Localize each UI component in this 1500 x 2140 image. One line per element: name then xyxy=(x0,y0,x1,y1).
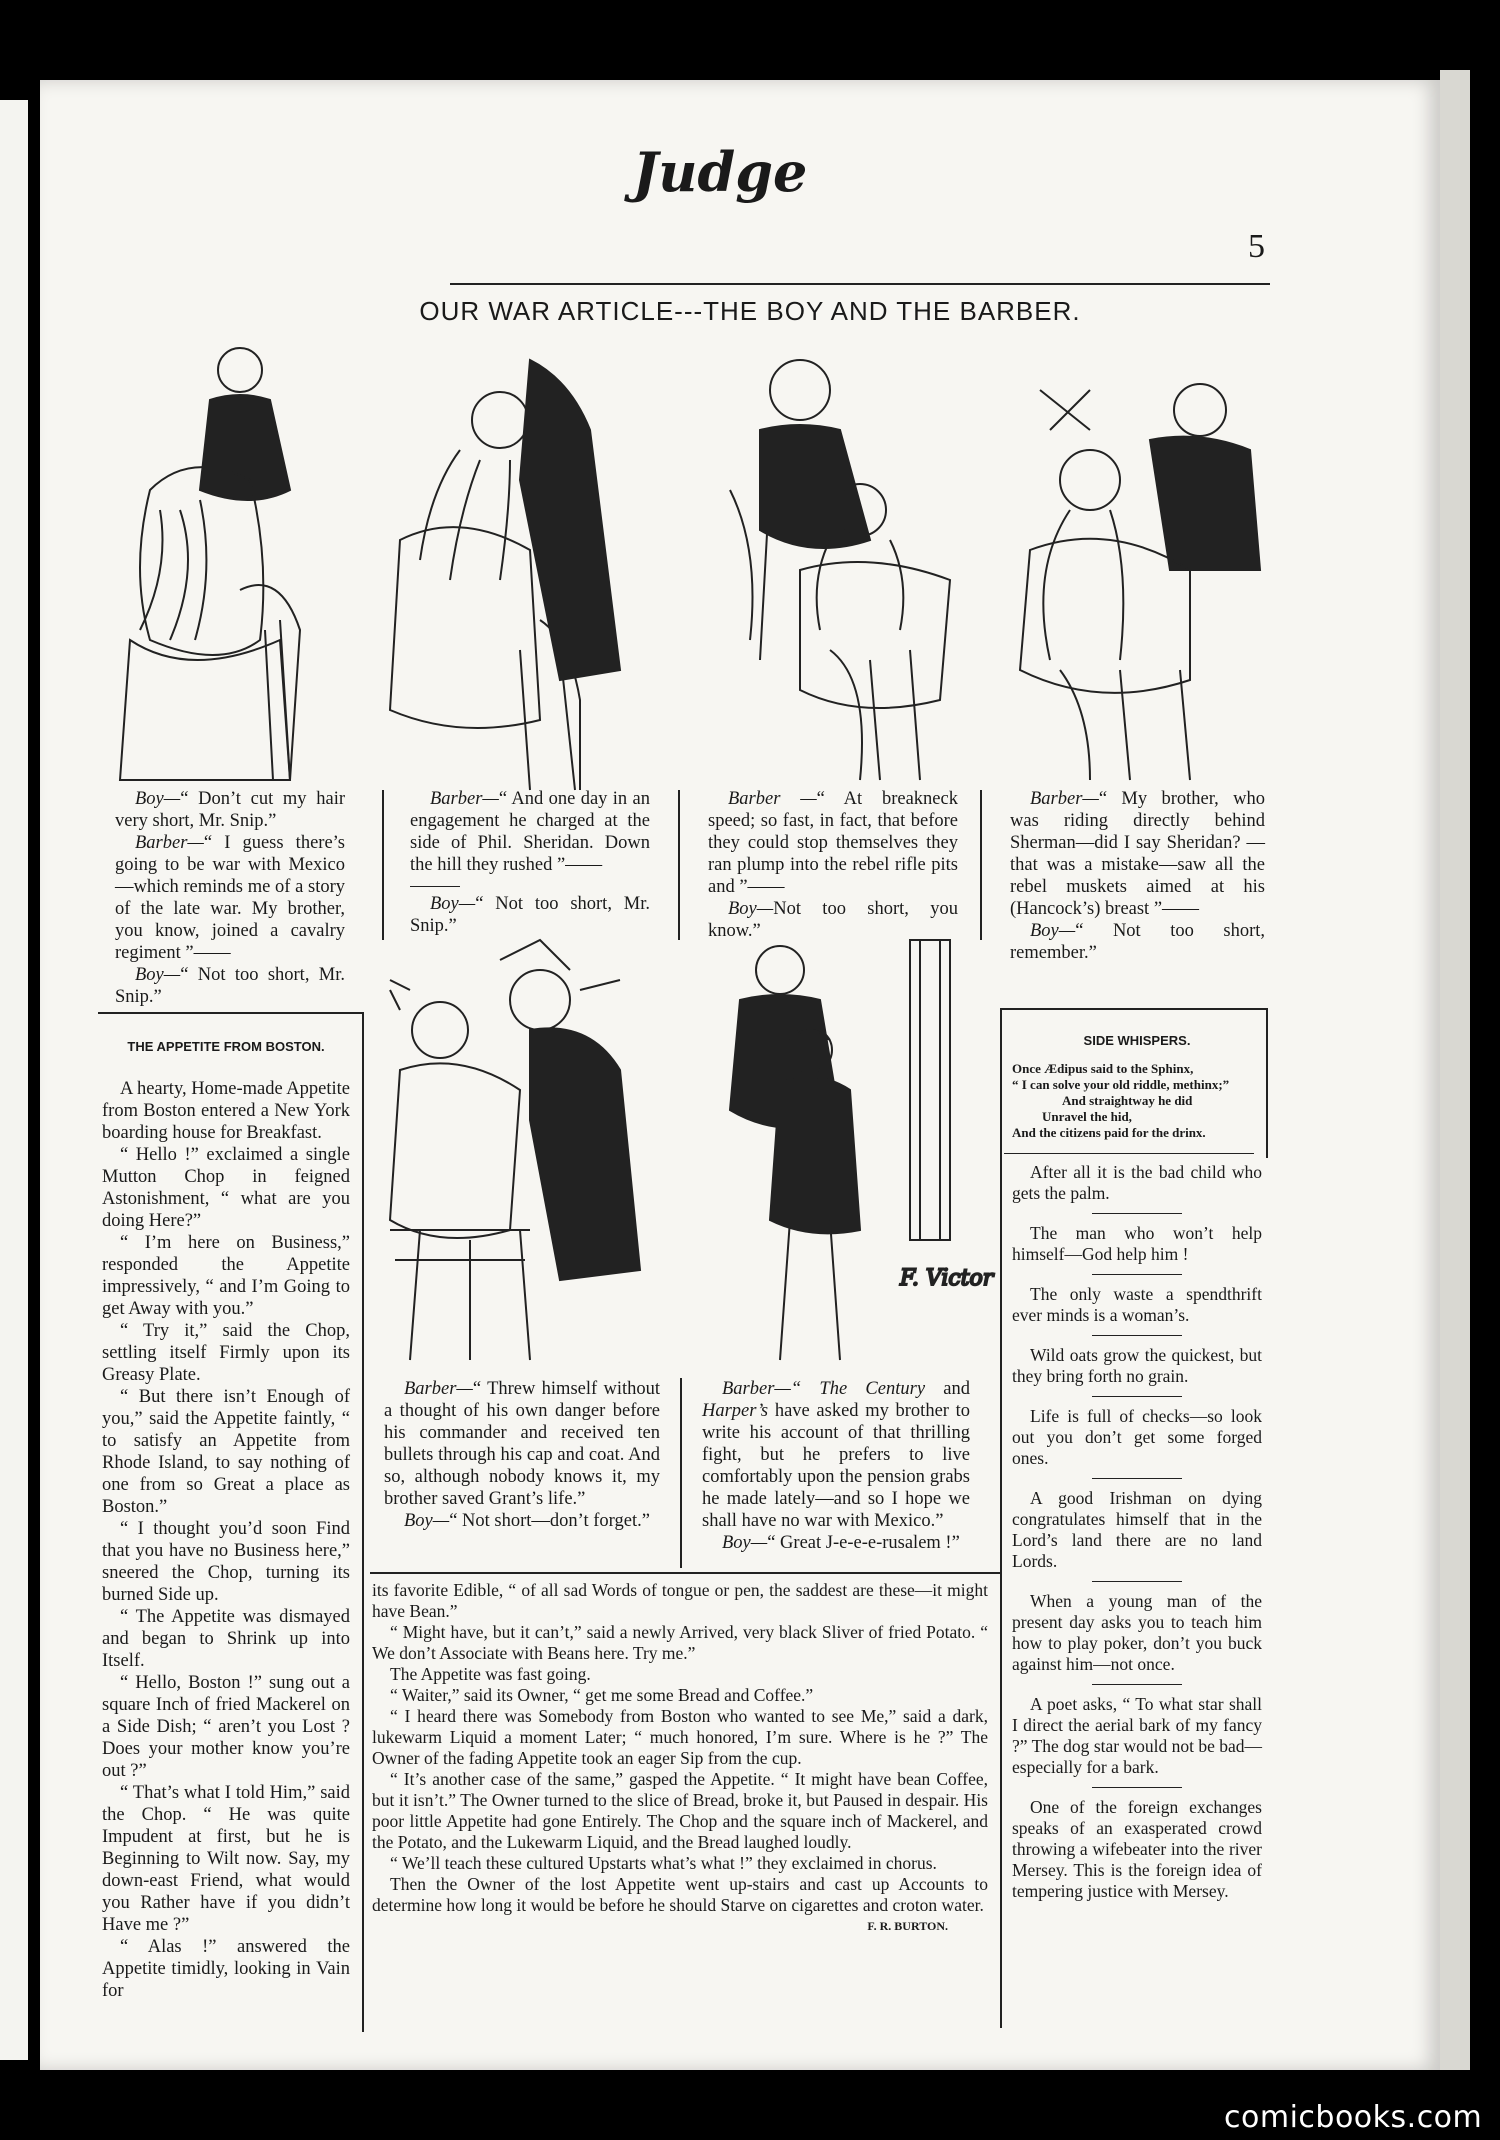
caption-text: “ At breakneck speed; so fast, in fact, that before they could stop themselves they ran plump into the rebel rifle pits and ”—— xyxy=(708,789,958,897)
appetite-paragraph: “ We’ll teach these cultured Upstarts what’s what !” they exclaimed in chorus. xyxy=(390,1853,937,1873)
right-page-edge xyxy=(1440,70,1470,2070)
caption-speaker: Barber— xyxy=(135,833,204,853)
whisper-item: When a young man of the present day asks you to teach him how to play poker, don’t you buck against him—not once. xyxy=(1012,1591,1262,1674)
whisper-item: Life is full of checks—so look out you don’t get some forged ones. xyxy=(1012,1406,1262,1468)
panel-4-caption xyxy=(1010,788,1265,964)
poem-line: “ I can solve your old riddle, methinx;” xyxy=(1012,1077,1230,1092)
caption-text: “ Not too short, Mr. Snip.” xyxy=(410,894,650,936)
cartoon-panel-3 xyxy=(710,350,960,790)
left-page-edge xyxy=(0,100,28,2060)
appetite-paragraph: “ That’s what I told Him,” said the Chop. “ He was quite Impudent at first, but he is Beginning to Wilt now. Say, my down-east Friend, what would you Rather have if you didn’t Have me ?” xyxy=(102,1783,350,1935)
header-rule xyxy=(450,283,1270,285)
item-separator xyxy=(1092,1581,1182,1582)
caption-speaker: Boy— xyxy=(404,1511,450,1531)
caption-title-italic: Harper’s xyxy=(702,1401,769,1421)
item-separator xyxy=(1092,1787,1182,1788)
artist-signature: F. Victor xyxy=(900,1266,994,1291)
panel-6-caption xyxy=(702,1378,970,1554)
cartoon-panel-6 xyxy=(690,940,994,1370)
appetite-paragraph: “ Waiter,” said its Owner, “ get me some Bread and Coffee.” xyxy=(390,1685,814,1705)
caption-text: “ And one day in an engagement he charged at the side of Phil. Sheridan. Down the hill they rushed ”—— xyxy=(410,789,650,875)
item-separator xyxy=(1092,1335,1182,1336)
caption-text: “ Threw himself without a thought of his own danger before his commander and received ten bullets through his cap and coat. And so, although nobody knows it, my brother saved Grant’s life.” xyxy=(384,1379,660,1509)
caption-text: “ My brother, who was riding directly behind Sherman—did I say Sheridan? —that was a mistake—saw all the rebel muskets aimed at his (Hancock’s) breast ”—— xyxy=(1010,789,1265,919)
article-headline: OUR WAR ARTICLE---THE BOY AND THE BARBER. xyxy=(419,296,1081,326)
appetite-paragraph: The Appetite was fast going. xyxy=(390,1664,591,1684)
caption-speaker: Barber— xyxy=(722,1379,791,1399)
caption-speaker: Boy— xyxy=(135,965,181,985)
appetite-paragraph: “ Hello !” exclaimed a single Mutton Chop in feigned Astonishment, “ what are you doing Here?” xyxy=(102,1145,350,1231)
appetite-paragraph: “ I heard there was Somebody from Boston who wanted to see Me,” said a dark, lukewarm Liquid a moment Later; “ much honored, I’m sure. Where is he ?” The Owner of the fading Appetite took an eager Sip from the cup. xyxy=(372,1706,988,1768)
appetite-paragraph: Then the Owner of the lost Appetite went up-stairs and cast up Accounts to determine how long it would be before he should Starve on cigarettes and croton water. xyxy=(372,1874,988,1915)
whisper-item: A poet asks, “ To what star shall I direct the aerial bark of my fancy ?” The dog star would not be bad—especially for a bark. xyxy=(1012,1694,1262,1777)
caption-speaker: Boy— xyxy=(430,894,476,914)
item-separator xyxy=(1092,1478,1182,1479)
whisper-item: The man who won’t help himself—God help him ! xyxy=(1012,1223,1262,1264)
whisper-item: The only waste a spendthrift ever minds is a woman’s. xyxy=(1012,1284,1262,1325)
column-divider xyxy=(678,790,680,940)
poem-line: And straightway he did xyxy=(1062,1093,1193,1108)
barber-with-scissors-illustration xyxy=(1000,370,1260,790)
cartoon-panel-2 xyxy=(370,350,640,790)
box-top-rule xyxy=(1002,1008,1267,1010)
caption-speaker: Barber — xyxy=(728,789,817,809)
panel-5-caption xyxy=(384,1378,660,1532)
appetite-paragraph: “ Alas !” answered the Appetite timidly, looking in Vain for xyxy=(102,1937,350,2001)
site-watermark: comicbooks.com xyxy=(1224,2100,1483,2135)
caption-speaker: Barber— xyxy=(404,1379,473,1399)
item-separator xyxy=(1092,1684,1182,1685)
box-top-rule xyxy=(98,1012,363,1014)
poem-line: Once Ædipus said to the Sphinx, xyxy=(1012,1061,1194,1076)
box-side-rule xyxy=(1266,1008,1268,1158)
masthead-title: Judge xyxy=(632,140,808,204)
whisper-item: One of the foreign exchanges speaks of an exasperated crowd throwing a wifebeater into the river Mersey. This is the foreign idea of tempering justice with Mersey. xyxy=(1012,1797,1262,1901)
appetite-paragraph: “ Hello, Boston !” sung out a square Inch of fried Mackerel on a Side Dish; “ aren’t you Lost ? Does your mother know you’re out ?” xyxy=(102,1673,350,1781)
caption-speaker: Barber— xyxy=(1030,789,1099,809)
appetite-paragraph: “ I’m here on Business,” responded the Appetite impressively, “ and I’m Going to get Away with you.” xyxy=(102,1233,350,1319)
appetite-paragraph: “ Might have, but it can’t,” said a newly Arrived, very black Sliver of fried Potato. “ We don’t Associate with Beans here. Try me.” xyxy=(372,1622,988,1663)
caption-speaker: Boy— xyxy=(1030,921,1076,941)
caption-text: and xyxy=(925,1379,970,1399)
appetite-paragraph: “ It’s another case of the same,” gasped the Appetite. “ It might have bean Coffee, but it isn’t.” The Owner turned to the slice of Bread, broke it, but Paused in despair. His poor little Appetite had gone Entirely. The Chop and the square inch of Mackerel, and the Potato, and the Lukewarm Liquid, and the Bread laughed loudly. xyxy=(372,1769,988,1852)
side-whispers-poem xyxy=(1012,1061,1262,1141)
barber-struggling-with-boy-illustration xyxy=(380,930,670,1370)
caption-speaker: Boy— xyxy=(722,1533,768,1553)
box-bottom-rule xyxy=(1004,1153,1254,1154)
appetite-paragraph: “ I thought you’d soon Find that you have no Business here,” sneered the Chop, turning its burned Side up. xyxy=(102,1519,350,1605)
page-number: 5 xyxy=(1248,228,1265,265)
caption-text: “ Great J-e-e-e-rusalem !” xyxy=(767,1533,960,1553)
caption-rule xyxy=(410,886,460,887)
item-separator xyxy=(1092,1213,1182,1214)
appetite-paragraph: “ The Appetite was dismayed and began to Shrink up into Itself. xyxy=(102,1607,350,1671)
column-divider xyxy=(1000,1008,1002,2028)
appetite-paragraph: “ Try it,” said the Chop, settling itself Firmly upon its Greasy Plate. xyxy=(102,1321,350,1385)
panel-1-caption xyxy=(115,788,345,1008)
whisper-item: Wild oats grow the quickest, but they bring forth no grain. xyxy=(1012,1345,1262,1386)
cartoon-panel-5 xyxy=(380,930,670,1370)
caption-text: “ Not short—don’t forget.” xyxy=(449,1511,650,1531)
appetite-paragraph: its favorite Edible, “ of all sad Words of tongue or pen, the saddest are these—it might have Bean.” xyxy=(372,1580,988,1621)
caption-text: “ Not too short, Mr. Snip.” xyxy=(115,965,345,1007)
caption-speaker: Boy— xyxy=(728,899,774,919)
caption-title-italic: “ The Century xyxy=(790,1379,926,1399)
caption-speaker: Boy— xyxy=(135,789,181,809)
caption-text: “ I guess there’s going to be war with Mexico —which reminds me of a story of the late war. My brother, you know, joined a cavalry regiment ”—— xyxy=(115,833,345,963)
appetite-continued xyxy=(372,1580,988,1937)
column-divider xyxy=(362,1012,364,2032)
side-whispers-title: SIDE WHISPERS. xyxy=(1083,1033,1191,1048)
appetite-paragraph: A hearty, Home-made Appetite from Boston entered a New York boarding house for Breakfast. xyxy=(102,1079,350,1143)
barber-cutting-girl-hair-illustration xyxy=(90,340,340,790)
poem-line: And the citizens paid for the drinx. xyxy=(1012,1125,1206,1140)
continuation-rule xyxy=(370,1572,1000,1574)
appetite-paragraph: “ But there isn’t Enough of you,” said the Appetite faintly, “ to satisfy an Appetite from Rhode Island, to say nothing of one from so Great a place as Boston.” xyxy=(102,1387,350,1517)
boy-leaving-barber-illustration xyxy=(690,940,994,1370)
column-divider xyxy=(382,790,384,940)
appetite-column xyxy=(102,1022,350,2002)
caption-text: Not too short, you know.” xyxy=(708,899,958,941)
caption-speaker: Barber— xyxy=(430,789,499,809)
barber-pulling-hair-illustration xyxy=(370,350,640,790)
poem-line: Unravel the hid, xyxy=(1042,1109,1132,1124)
caption-text: “ Not too short, remember.” xyxy=(1010,921,1265,963)
column-divider xyxy=(680,1378,682,1568)
item-separator xyxy=(1092,1274,1182,1275)
appetite-byline: F. R. BURTON. xyxy=(867,1919,948,1933)
panel-2-caption xyxy=(410,788,650,937)
whisper-item: After all it is the bad child who gets the palm. xyxy=(1012,1162,1262,1203)
item-separator xyxy=(1092,1396,1182,1397)
cartoon-panel-4 xyxy=(1000,370,1260,790)
appetite-title: THE APPETITE FROM BOSTON. xyxy=(127,1039,325,1054)
panel-3-caption xyxy=(708,788,958,942)
side-whispers-column xyxy=(1012,1012,1262,1902)
caption-text: have asked my brother to write his account of that thrilling fight, but he prefers to live comfortably upon the pension grabs he made lately—and so I hope we shall have no war with Mexico.” xyxy=(702,1401,970,1531)
barber-combing-hair-illustration xyxy=(710,350,960,790)
whisper-item: A good Irishman on dying congratulates himself that in the Lord’s land there are no land Lords. xyxy=(1012,1488,1262,1571)
column-divider xyxy=(980,790,982,940)
caption-text: “ Don’t cut my hair very short, Mr. Snip.” xyxy=(115,789,345,831)
cartoon-panel-1 xyxy=(90,340,340,790)
